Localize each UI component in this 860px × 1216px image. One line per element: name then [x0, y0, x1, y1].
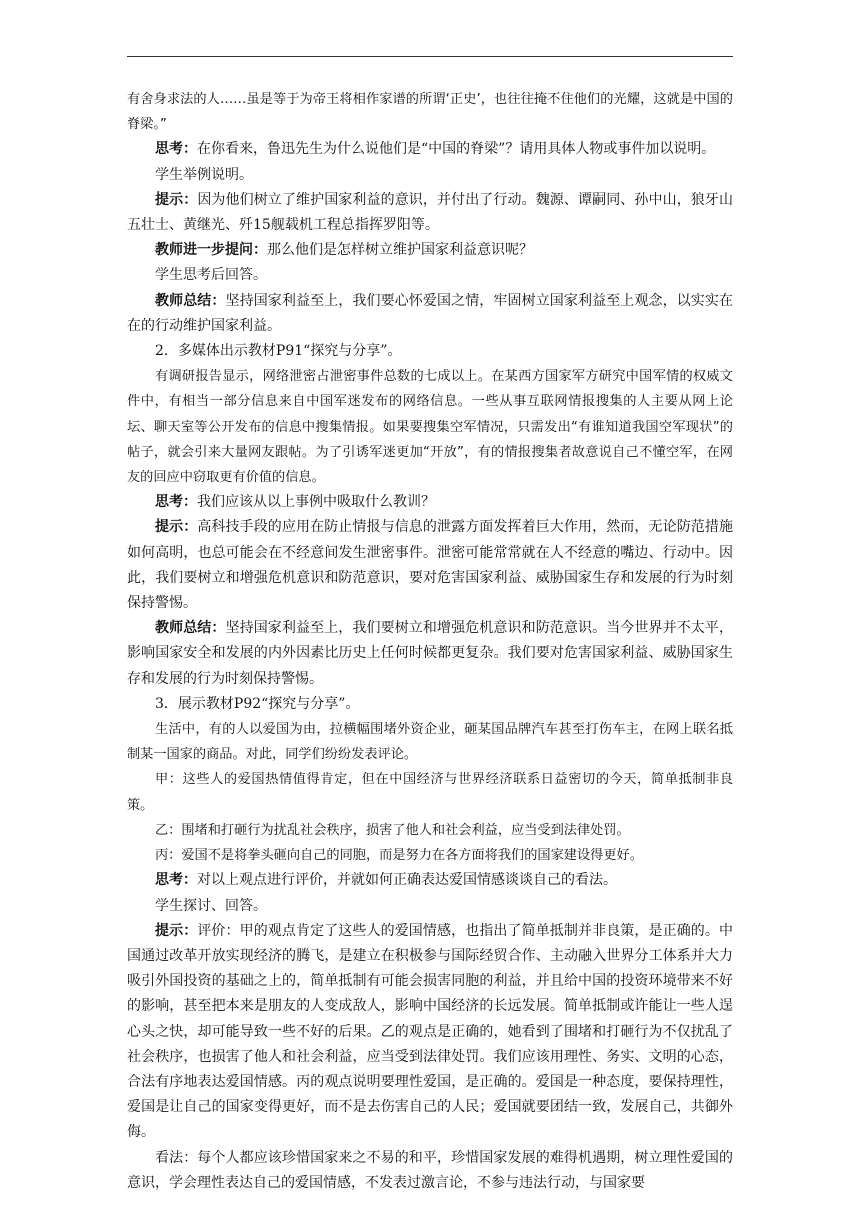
paragraph-summary-2	[127, 616, 733, 692]
paragraph-text: 看法：每个人都应该珍惜国家来之不易的和平，珍惜国家发展的难得机遇期，树立理性爱国的意识，学会理性表达自己的爱国情感，不发表过激言论，不参与违法行动，与国家要	[127, 1149, 733, 1191]
paragraph-text: 生活中，有的人以爱国为由，拉横幅围堵外资企业，砸某国品牌汽车甚至打伤车主，在网上联名抵制某一国家的商品。对此，同学们纷纷发表评论。	[127, 722, 733, 763]
paragraph-text: 2．多媒体出示教材P91“探究与分享”。	[155, 343, 402, 360]
paragraph-text: 乙：围堵和打砸行为扰乱社会秩序，损害了他人和社会利益，应当受到法律处罚。	[155, 822, 630, 838]
paragraph-hint-2	[127, 515, 733, 616]
document-body	[127, 87, 733, 1196]
paragraph-hint-3	[127, 919, 733, 1146]
paragraph-text: 坚持国家利益至上，我们要心怀爱国之情，牢固树立国家利益至上观念，以实实在在的行动维护国家利益。	[127, 292, 733, 334]
paragraph-text: 坚持国家利益至上，我们要树立和增强危机意识和防范意识。当今世界并不太平，影响国家安全和发展的内外因素比历史上任何时候都更复杂。我们要对危害国家利益、威胁国家生存和发展的行为时刻保持警惕。	[127, 620, 733, 687]
paragraph-text: 3．展示教材P92“探究与分享”。	[155, 695, 360, 712]
paragraph-opinion-b	[127, 818, 733, 843]
paragraph-think-3	[127, 868, 733, 893]
paragraph-opinion-c	[127, 843, 733, 868]
header-rule	[127, 56, 733, 57]
paragraph-label: 思考：	[155, 872, 197, 889]
paragraph-text: 那么他们是怎样树立维护国家利益意识呢？	[267, 242, 533, 259]
paragraph-text: 学生举例说明。	[155, 166, 253, 183]
paragraph-text: 在你看来，鲁迅先生为什么说他们是“中国的脊梁”？请用具体人物或事件加以说明。	[197, 141, 716, 158]
paragraph-label: 提示：	[155, 519, 198, 536]
paragraph-section-3	[127, 692, 733, 717]
paragraph-case-2	[127, 364, 733, 490]
paragraph-think-2	[127, 490, 733, 515]
paragraph-text: 学生思考后回答。	[155, 267, 267, 284]
paragraph-label: 思考：	[155, 494, 197, 511]
paragraph-student-1	[127, 163, 733, 188]
paragraph-text: 高科技手段的应用在防止情报与信息的泄露方面发挥着巨大作用，然而，无论防范措施如何高明，也总可能会在不经意间发生泄密事件。泄密可能常常就在人不经意的嘴边、行动中。因此，我们要树立和增强危机意识和防范意识，要对危害国家利益、威胁国家生存和发展的行为时刻保持警惕。	[127, 519, 734, 612]
paragraph-student-3	[127, 894, 733, 919]
paragraph-case-3	[127, 717, 733, 767]
paragraph-text: 有调研报告显示，网络泄密占泄密事件总数的七成以上。在某西方国家军方研究中国军情的权威文件中，有相当一部分信息来自中国军迷发布的网络信息。一些从事互联网情报搜集的人主要从网上论坛、聊天室等公开发布的信息中搜集情报。如果要搜集空军情况，只需发出“有谁知道我国空军现状”的帖子，就会引来大量网友跟帖。为了引诱军迷更加“开放”，有的情报搜集者故意说自己不懂空军，在网友的回应中窃取更有价值的信息。	[127, 369, 733, 486]
paragraph-student-2	[127, 263, 733, 288]
paragraph-text: 丙：爱国不是将拳头砸向自己的同胞，而是努力在各方面将我们的国家建设得更好。	[155, 848, 643, 864]
paragraph-label: 思考：	[155, 141, 197, 158]
paragraph-section-2	[127, 339, 733, 364]
paragraph-text: 对以上观点进行评价，并就如何正确表达爱国情感谈谈自己的看法。	[197, 872, 617, 889]
paragraph-label: 教师进一步提问：	[155, 242, 267, 259]
paragraph-summary-1	[127, 289, 733, 339]
paragraph-text: 因为他们树立了维护国家利益的意识，并付出了行动。魏源、谭嗣同、孙中山，狼牙山五壮士、黄继光、歼15舰载机工程总指挥罗阳等。	[127, 191, 734, 234]
paragraph-think-1	[127, 137, 733, 162]
paragraph-text: 学生探讨、回答。	[155, 897, 267, 914]
paragraph-label: 教师总结：	[155, 620, 226, 637]
paragraph-label: 教师总结：	[155, 292, 226, 309]
paragraph-text: 甲：这些人的爱国热情值得肯定，但在中国经济与世界经济联系日益密切的今天，简单抵制非良策。	[127, 772, 733, 813]
paragraph-quote-end	[127, 87, 733, 137]
paragraph-label: 提示：	[155, 922, 198, 939]
paragraph-opinion-a	[127, 767, 733, 817]
paragraph-text: 有舍身求法的人……虽是等于为帝王将相作家谱的所谓‘正史’，也往往掩不住他们的光耀，这就是中国的脊梁。”	[127, 92, 733, 133]
paragraph-label: 提示：	[155, 191, 198, 208]
paragraph-view	[127, 1146, 733, 1196]
paragraph-teacher-question	[127, 238, 733, 263]
paragraph-text: 评价：甲的观点肯定了这些人的爱国情感，也指出了简单抵制并非良策，是正确的。中国通过改革开放实现经济的腾飞，是建立在积极参与国际经贸合作、主动融入世界分工体系并大力吸引外国投资的基础之上的，简单抵制有可能会损害同胞的利益，并且给中国的投资环境带来不好的影响，甚至把本来是朋友的人变成敌人，影响中国经济的长远发展。简单抵制或许能让一些人逞心头之快，却可能导致一些不好的后果。乙的观点是正确的，她看到了围堵和打砸行为不仅扰乱了社会秩序，也损害了他人和社会利益，应当受到法律处罚。我们应该用理性、务实、文明的心态，合法有序地表达爱国情感。丙的观点说明要理性爱国，是正确的。爱国是一种态度，要保持理性，爱国是让自己的国家变得更好，而不是去伤害自己的人民；爱国就要团结一致，发展自己，共御外侮。	[127, 922, 734, 1141]
paragraph-text: 我们应该从以上事例中吸取什么教训？	[197, 494, 435, 511]
paragraph-hint-1	[127, 188, 733, 238]
